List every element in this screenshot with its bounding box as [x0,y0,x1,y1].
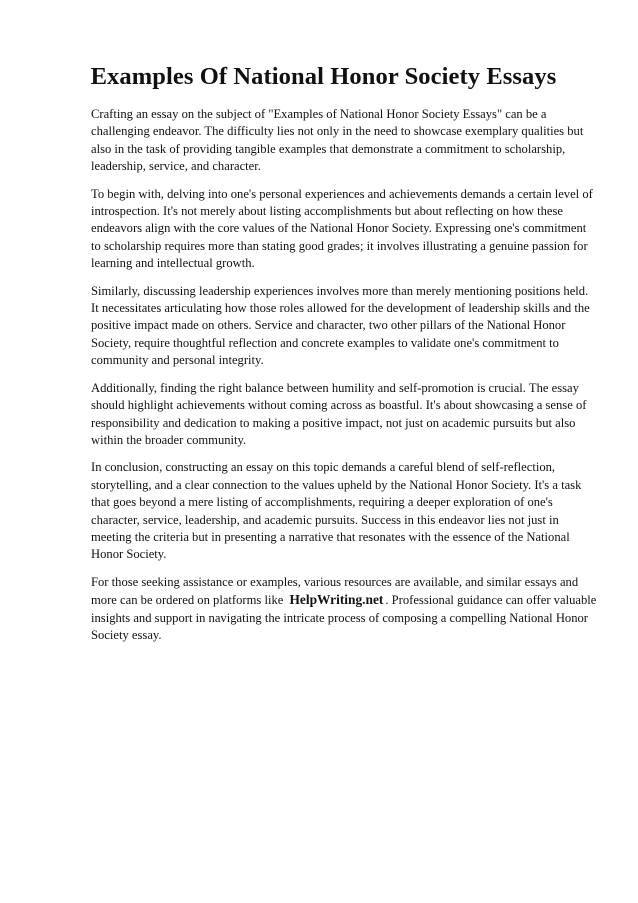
brand-link[interactable]: HelpWriting.net [289,592,384,608]
resources-text-after: . Professional guidance can offer valuable insights and support in navigating the intricate process of composing a compelling National Honor Society essay. [91,593,597,642]
page-title: Examples Of National Honor Society Essays [90,63,557,90]
paragraph-intro: Crafting an essay on the subject of "Examples of National Honor Society Essays" can be a challenging endeavor. The difficulty lies not only in the need to showcase exemplary qualities but also in the task of providing tangible examples that demonstrate a commitment to scholarship, leadership, service, and character. [91,107,584,174]
paragraph-leadership: Similarly, discussing leadership experiences involves more than merely mentioning positions held. It necessitates articulating how those roles allowed for the development of leadership skills and the positive impact made on others. Service and character, two other pillars of the National Honor Society, require thoughtful reflection and concrete examples to validate one's commitment to community and personal integrity. [91,283,590,368]
paragraph-conclusion: In conclusion, constructing an essay on this topic demands a careful blend of self-reflection, storytelling, and a clear connection to the values upheld by the National Honor Society. It's a task that goes beyond a mere listing of accomplishments, requiring a deeper exploration of one's character, service, leadership, and academic pursuits. Success in this endeavor lies not just in meeting the criteria but in presenting a narrative that resonates with the essence of the National Honor Society. [91,460,582,562]
paragraph-balance: Additionally, finding the right balance between humility and self-promotion is crucial. The essay should highlight achievements without coming across as boastful. It's about showcasing a sense of responsibility and dedication to making a positive impact, not just on academic pursuits but also within the broader community. [91,380,587,447]
paragraph-resources [91,574,598,645]
resources-text-before: For those seeking assistance or examples, various resources are available, and similar essays and more can be ordered on platforms like [91,574,579,608]
paragraph-introspection: To begin with, delving into one's personal experiences and achievements demands a certain level of introspection. It's not merely about listing accomplishments but about reflecting on how these endeavors align with the core values of the National Honor Society. Expressing one's commitment to scholarship requires more than stating good grades; it involves illustrating a genuine passion for learning and intellectual growth. [91,186,593,271]
